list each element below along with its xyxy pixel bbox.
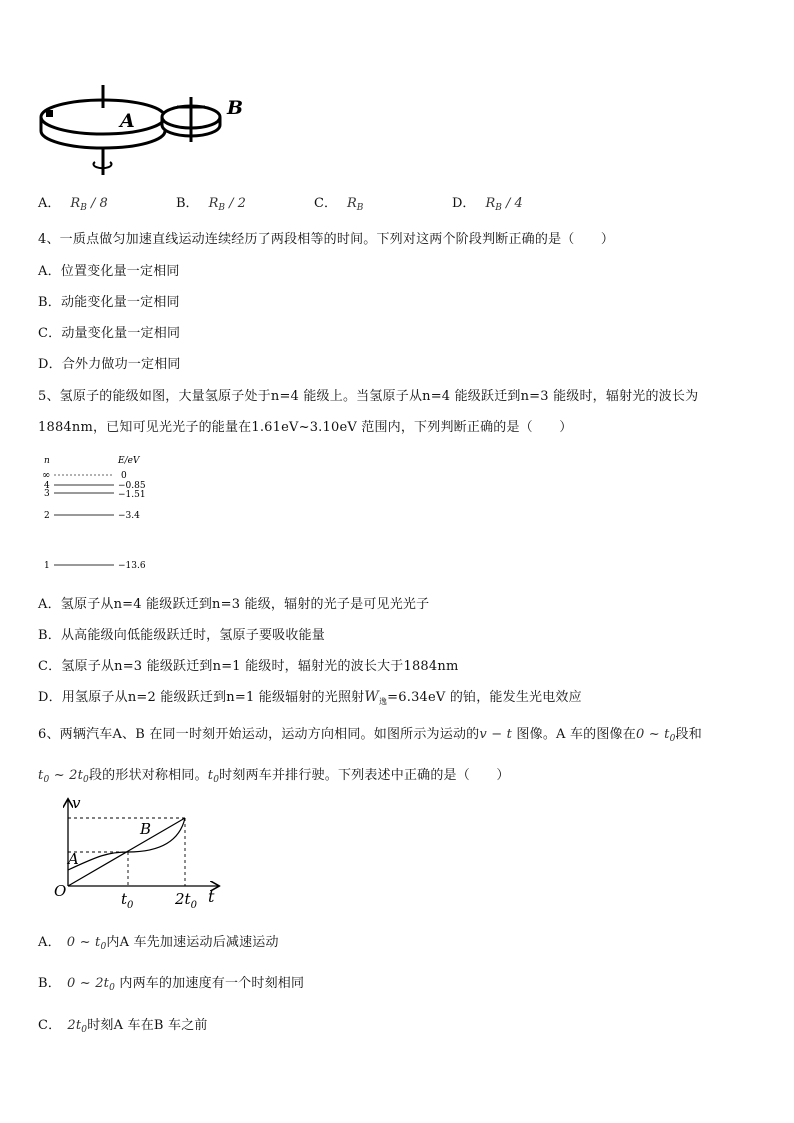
curve-a: A <box>68 850 79 868</box>
q5-option-d[interactable]: D．用氢原子从n=2 能级跃迁到n=1 能级辐射的光照射$W_逸=6.34eV$ 的铂，能发生光电效应 <box>38 689 582 706</box>
curve-b: B <box>140 820 152 838</box>
q6-option-b[interactable]: B． 0 ~ $2t_0$ 内两车的加速度有一个时刻相同 <box>38 976 305 993</box>
tick-2t0: $2t_0$ <box>175 890 197 911</box>
q6-stem-line2: $t_0$ ~ $2t_0$段的形状对称相同。$t_0$时刻两车并排行驶。下列表述中正确的是（ ） <box>38 768 510 785</box>
q3-option-a[interactable]: A． $R_B / 8$ <box>38 196 108 213</box>
label-b: B <box>227 97 244 119</box>
q6-option-c[interactable]: C． $2t_0$时刻A 车在B 车之前 <box>38 1018 208 1035</box>
level-e-4: −0.85 <box>118 481 146 491</box>
vt-graph <box>48 794 228 912</box>
axis-v: v <box>72 794 81 812</box>
q5-stem-line1: 5、氢原子的能级如图，大量氢原子处于n=4 能级上。当氢原子从n=4 能级跃迁到n=3 能级时，辐射光的波长为 <box>38 389 699 404</box>
q4-option-c[interactable]: C．动量变化量一定相同 <box>38 326 181 341</box>
q5-option-c[interactable]: C．氢原子从n=3 能级跃迁到n=1 能级时，辐射光的波长大于1884nm <box>38 659 459 674</box>
energy-level-diagram <box>38 452 168 577</box>
level-e-inf: 0 <box>121 471 127 481</box>
level-n-4: 4 <box>44 481 50 491</box>
q3-option-d[interactable]: D． $R_B / 4$ <box>452 196 523 213</box>
origin: O <box>54 882 67 900</box>
q5-stem-line2: 1884nm，已知可见光光子的能量在1.61eV~3.10eV 范围内，下列判断正确的是（ ） <box>38 420 573 435</box>
disc-figure <box>36 80 256 180</box>
level-n-2: 2 <box>44 511 50 521</box>
level-n-1: 1 <box>44 561 50 571</box>
q4-option-b[interactable]: B．动能变化量一定相同 <box>38 295 180 310</box>
q3-option-c[interactable]: C． $R_B$ <box>314 196 364 213</box>
level-n-inf: ∞ <box>42 470 51 481</box>
n-header: n <box>44 456 50 466</box>
level-e-2: −3.4 <box>118 511 140 521</box>
axis-t: t <box>208 887 215 906</box>
q4-option-a[interactable]: A．位置变化量一定相同 <box>38 264 180 279</box>
e-header: E/eV <box>118 456 140 466</box>
q6-stem-line1: 6、两辆汽车A、B 在同一时刻开始运动，运动方向相同。如图所示为运动的v − t 图像。A 车的图像在0 ~ $t_0$段和 <box>38 727 702 744</box>
label-a: A <box>120 110 135 132</box>
q5-option-a[interactable]: A．氢原子从n=4 能级跃迁到n=3 能级，辐射的光子是可见光光子 <box>38 597 430 612</box>
q5-option-b[interactable]: B．从高能级向低能级跃迁时，氢原子要吸收能量 <box>38 628 325 643</box>
level-e-3: −1.51 <box>118 490 146 500</box>
q3-option-b[interactable]: B． $R_B / 2$ <box>176 196 246 213</box>
q4-stem: 4、一质点做匀加速直线运动连续经历了两段相等的时间。下列对这两个阶段判断正确的是（ ） <box>38 232 615 247</box>
tick-t0: $t_0$ <box>121 890 134 911</box>
q6-option-a[interactable]: A． 0 ~ $t_0$内A 车先加速运动后减速运动 <box>38 935 279 952</box>
level-n-3: 3 <box>44 489 50 499</box>
level-e-1: −13.6 <box>118 561 146 571</box>
q4-option-d[interactable]: D．合外力做功一定相同 <box>38 357 181 372</box>
